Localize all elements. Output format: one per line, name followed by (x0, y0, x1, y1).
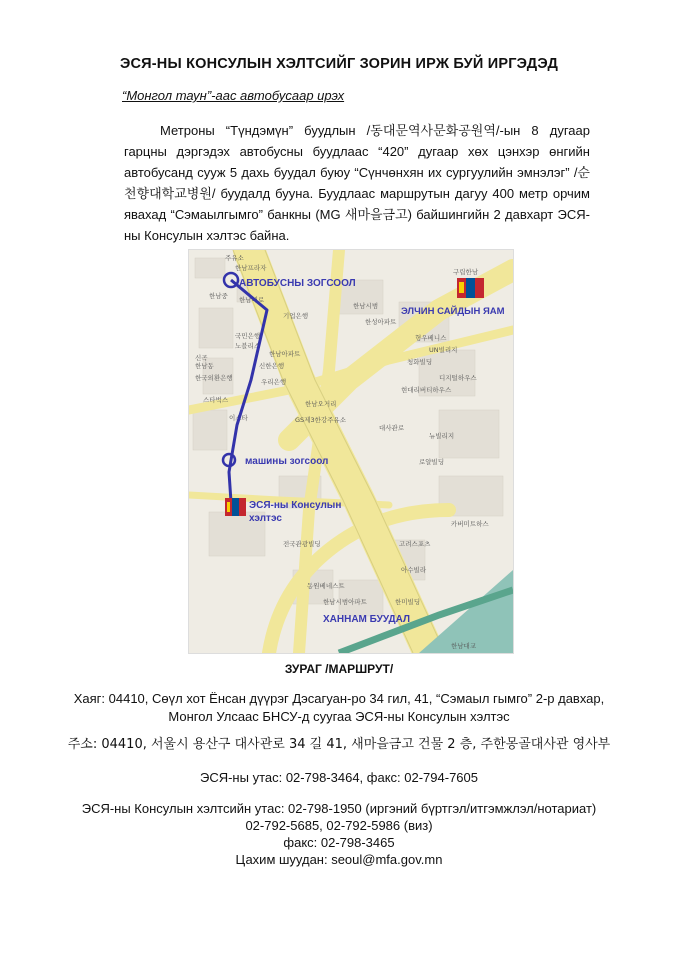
consulate-label-line2: хэлтэс (249, 513, 282, 524)
map-label-kr: 한남시범아파트 (323, 598, 367, 606)
address-mn-line1: Хаяг: 04410, Сөүл хот Ёнсан дүүрэг Дэсагуан-ро 34 гил, 41, “Сэмаыл гымго” 2-р давхар, (73, 691, 605, 706)
email: Цахим шуудан: seoul@mfa.gov.mn (235, 852, 443, 867)
embassy-flag-icon (457, 278, 484, 298)
map-label-kr: 아수빌라 (401, 566, 427, 574)
map-label-kr: UN빌리지 (429, 346, 458, 354)
map-label-kr: 고려스포츠 (399, 540, 431, 548)
map-label-kr: 한남대교 (451, 642, 477, 650)
map-label-kr: 신한은행 (259, 362, 285, 370)
embassy-phone: ЭСЯ-ны утас: 02-798-3464, факс: 02-794-7605 (199, 770, 478, 785)
map-label-kr: 노블리스 (235, 342, 261, 350)
map-label-kr: 한남중 (209, 292, 228, 300)
page-title: ЭСЯ-НЫ КОНСУЛЫН ХЭЛТСИЙГ ЗОРИН ИРЖ БУЙ ИРГЭДЭД (119, 56, 559, 72)
map-label-kr: 뉴빌리지 (429, 432, 455, 440)
directions-text: Метроны “Түндэмүн” буудлын /동대문역사문화공원역/-ын 8 дугаар гарцны дэргэдэх автобусны буудлаас “420” дугаар хөх цэнхэр өнгийн автобусанд сууж 5 дахь буудал буюу “Сүнчөнхян их сургуулийн эмнэлэг” /순천향대학교병원/ буудалд бууна. Буудлаас маршрутын дагуу 400 метр орчим явахад “Сэмаылгымго” банкны (MG 새마을금고) байшингийн 2 давхарт ЭСЯ-ны Консулын хэлтэс байна. (124, 123, 590, 243)
map-label-kr: 형우베니스 (415, 334, 447, 342)
map-label-kr: 신곡 (195, 354, 208, 362)
map-label-kr: 국민은행 (235, 332, 261, 340)
map-label-kr: 한남프라자 (235, 264, 267, 272)
map-label-kr: GS제3한강주유소 (295, 416, 346, 424)
map-label-kr: 한남오거리 (305, 400, 337, 408)
map-label-kr: 로얄빌딩 (419, 458, 445, 466)
map-label-kr: 주유소 (225, 254, 244, 262)
map-label-kr: 스타벅스 (203, 396, 229, 404)
map-label-kr: 한남시범 (353, 302, 379, 310)
consulate-flag-icon (225, 498, 246, 516)
map-label-kr: 기업은행 (283, 312, 309, 320)
fax: факс: 02-798-3465 (283, 835, 395, 850)
map-label-kr: 한미빌딩 (395, 598, 421, 606)
route-map (188, 249, 514, 654)
map-label-kr: 한남아파트 (269, 350, 301, 358)
map-label-kr: 동원베네스트 (307, 582, 345, 590)
map-label-kr: 우리은행 (261, 378, 287, 386)
map-label-kr: 카버미트하스 (451, 520, 489, 528)
map-label-kr: 전국관광빌딩 (283, 540, 321, 548)
hannam-station-label: ХАННАМ БУУДАЛ (323, 614, 411, 625)
visa-phone: 02-792-5685, 02-792-5986 (виз) (245, 818, 433, 833)
route-map-graphic (189, 250, 513, 653)
directions-paragraph (124, 120, 590, 246)
map-label-kr: 현대리버티하우스 (401, 386, 452, 394)
map-label-kr: 이스타 (229, 414, 248, 422)
address-mn-line2: Монгол Улсаас БНСУ-д суугаа ЭСЯ-ны Консулын хэлтэс (168, 709, 510, 724)
map-label-kr: 구립한남 (453, 268, 479, 276)
map-label-kr: 한남동 (195, 362, 214, 370)
embassy-label: ЭЛЧИН САЙДЫН ЯАМ (401, 306, 505, 317)
section-subtitle: “Монгол таун”-аас автобусаар ирэх (122, 88, 345, 103)
consular-phone: ЭСЯ-ны Консулын хэлтсийн утас: 02-798-1950 (иргэний бүртгэл/итгэмжлэл/нотариат) (81, 801, 597, 816)
map-label-kr: 한국외환은행 (195, 374, 233, 382)
map-label-kr: 청화빌딩 (407, 358, 433, 366)
map-label-kr: 디지털하우스 (439, 374, 477, 382)
consulate-label-line1: ЭСЯ-ны Консулын (249, 500, 342, 511)
map-label-kr: 한남대로 (239, 296, 265, 304)
parking-label: машины зогсоол (245, 456, 329, 467)
address-kr: 주소: 04410, 서울시 용산구 대사관로 34 길 41, 새마을금고 건물 2 층, 주한몽골대사관 영사부 (67, 737, 611, 752)
map-caption: ЗУРАГ /МАРШРУТ/ (284, 662, 394, 676)
bus-stop-label: АВТОБУСНЫ ЗОГСООЛ (239, 278, 356, 289)
map-label-kr: 한성아파트 (365, 318, 397, 326)
map-label-kr: 대사관로 (379, 424, 405, 432)
